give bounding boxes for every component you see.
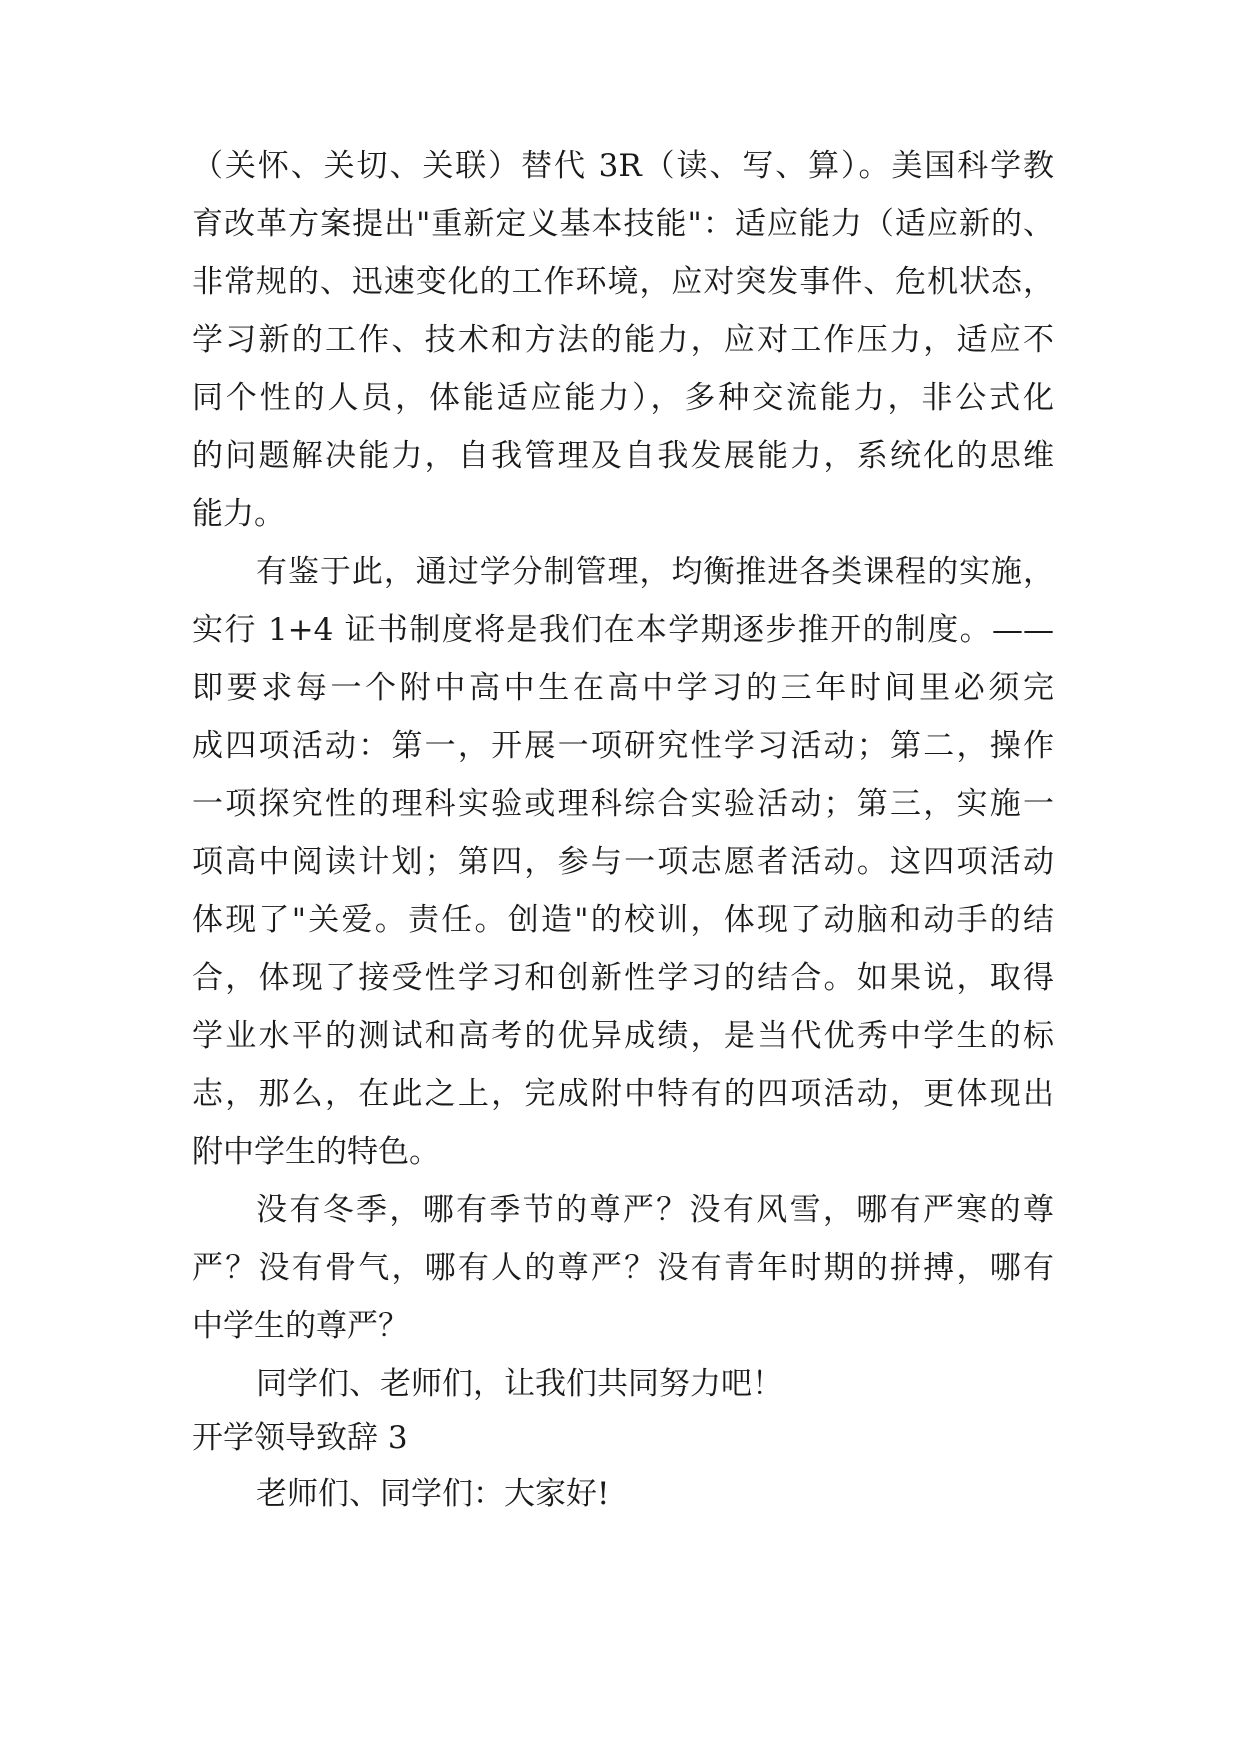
paragraph-line: 一项探究性的理科实验或理科综合实验活动；第三，实施一 [192, 786, 1054, 822]
paragraph-line: 能力。 [192, 496, 285, 532]
paragraph-line: 实行 1+4 证书制度将是我们在本学期逐步推开的制度。—— [192, 612, 1054, 648]
paragraph-line: 志，那么，在此之上，完成附中特有的四项活动，更体现出 [192, 1076, 1054, 1112]
paragraph-line: 同学们、老师们，让我们共同努力吧！ [256, 1366, 783, 1402]
paragraph-line: 即要求每一个附中高中生在高中学习的三年时间里必须完 [192, 670, 1054, 706]
paragraph-line: 育改革方案提出"重新定义基本技能"：适应能力（适应新的、 [192, 206, 1054, 242]
paragraph-line: 体现了"关爱。责任。创造"的校训，体现了动脑和动手的结 [192, 902, 1054, 938]
section-heading: 开学领导致辞 3 [192, 1420, 408, 1456]
paragraph-line: 没有冬季，哪有季节的尊严？没有风雪，哪有严寒的尊 [256, 1192, 1054, 1228]
paragraph-line: 成四项活动：第一，开展一项研究性学习活动；第二，操作 [192, 728, 1054, 764]
paragraph-line: （关怀、关切、关联）替代 3R（读、写、算）。美国科学教 [192, 148, 1054, 184]
paragraph-line: 附中学生的特色。 [192, 1134, 440, 1170]
paragraph-line: 有鉴于此，通过学分制管理，均衡推进各类课程的实施， [256, 554, 1054, 590]
paragraph-line: 严？没有骨气，哪有人的尊严？没有青年时期的拼搏，哪有 [192, 1250, 1054, 1286]
paragraph-line: 同个性的人员，体能适应能力），多种交流能力，非公式化 [192, 380, 1054, 416]
paragraph-line: 项高中阅读计划；第四，参与一项志愿者活动。这四项活动 [192, 844, 1054, 880]
paragraph-line: 非常规的、迅速变化的工作环境，应对突发事件、危机状态， [192, 264, 1054, 300]
paragraph-line: 学业水平的测试和高考的优异成绩，是当代优秀中学生的标 [192, 1018, 1054, 1054]
greeting-line: 老师们、同学们：大家好! [256, 1476, 610, 1512]
paragraph-line: 合，体现了接受性学习和创新性学习的结合。如果说，取得 [192, 960, 1054, 996]
paragraph-line: 学习新的工作、技术和方法的能力，应对工作压力，适应不 [192, 322, 1054, 358]
paragraph-line: 的问题解决能力，自我管理及自我发展能力，系统化的思维 [192, 438, 1054, 474]
paragraph-line: 中学生的尊严？ [192, 1308, 409, 1344]
